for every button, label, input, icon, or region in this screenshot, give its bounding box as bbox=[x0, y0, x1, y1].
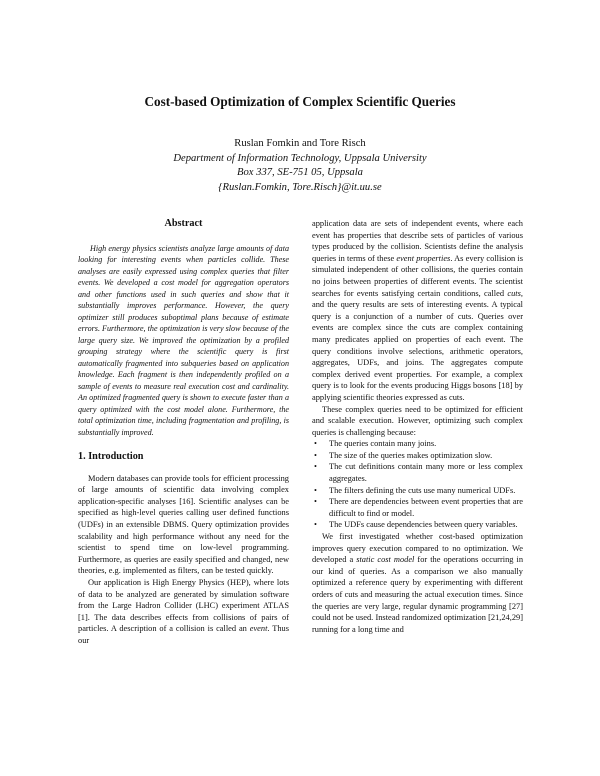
intro-paragraph-1: Modern databases can provide tools for efficient processing of large amounts of scientific data involving complex application-specific analyses [16]. Scientific analyses can be specified as high-level queries calling user defined functions (UDFs) in an extensible DBMS. Query optimization provides scalability and high performance without any need for the scientist to spend time on low-level programming. Furthermore, as queries are easily specified and changed, new theories, e.g. implemented as filters, can be tested quickly. bbox=[78, 473, 289, 576]
rp1-a: application data are sets of independent events, where each event has properties that describe sets of particles of various types produced by the collision. Scientists define the analysis queries in terms of these bbox=[312, 219, 523, 263]
list-item: • The filters defining the cuts use many numerical UDFs. bbox=[312, 485, 523, 497]
rp3-b: for the operations occurring in our kind of queries. As a comparison we also manually optimized a reference query by experimenting with different orders of cuts and measuring the actual execution times. Since the queries are very large, regular dynamic programming [27] could not be used. Instead randomized optimization [21,24,29] running for a long time and bbox=[312, 555, 524, 634]
right-paragraph-1 bbox=[312, 218, 523, 404]
address: Box 337, SE-751 05, Uppsala bbox=[237, 167, 363, 178]
abstract-text: High energy physics scientists analyze large amounts of data looking for interesting events when particles collide. These analyses are easily expressed using complex queries that filter events. We developed a cost model for aggregation operators and other functions used in such queries and show that it substantially improves performance. However, the query optimizer still produces suboptimal plans because of estimate errors. Furthermore, the optimization is very slow because of the large query size. We improved the optimization by a profiled grouping strategy where the scientific query is first automatically fragmented into subqueries based on application knowledge. Each fragment is then independently profiled on a sample of events to measure real execution cost and cardinality. An optimized fragmented query is shown to execute faster than a query optimized with the cost model alone. Furthermore, the total optimization time, including fragmentation and profiling, is substantially improved. bbox=[78, 243, 289, 437]
list-item: • There are dependencies between event properties that are difficult to find or model. bbox=[312, 496, 523, 519]
rp1-c: , and the query results are sets of interesting events. A typical query is a conjunction of a number of cuts. Queries over events are complex since the cuts are complex containing many predicates applied on properties of each event. The query conditions involve selections, arithmetic operators, aggregates, UDFs, and joins. The aggregates compute complex derived event properties. For example, a complex query is to look for the events producing Higgs bosons [18] by applying scientific theories expressed as cuts. bbox=[312, 288, 523, 402]
right-paragraph-2: These complex queries need to be optimized for efficient and scalable execution. However, optimizing such complex queries is challenging because: bbox=[312, 404, 523, 437]
right-paragraph-3 bbox=[312, 531, 523, 635]
intro-p2-start: Our application is High Energy Physics (HEP), where lots of data to be analyzed are generated by simulation software from the Large Hadron Collider (LHC) experiment ATLAS [1]. The data describes effects from collisions of pairs of particles. A description of a collision is called an bbox=[78, 578, 289, 634]
list-item: • The size of the queries makes optimization slow. bbox=[312, 450, 523, 462]
list-item: • The UDFs cause dependencies between query variables. bbox=[312, 519, 523, 531]
intro-p2-emphasis: event bbox=[249, 624, 268, 634]
rp1-em-event-properties: event properties bbox=[396, 253, 451, 263]
rp3-a: We first investigated whether cost-based optimization improves query execution compared to no optimization. We developed a bbox=[312, 532, 523, 565]
intro-p2-end: . Thus our bbox=[78, 624, 289, 645]
author-names: Ruslan Fomkin and Tore Risch bbox=[234, 138, 366, 149]
email: {Ruslan.Fomkin, Tore.Risch}@it.uu.se bbox=[218, 181, 382, 193]
rp1-b: . As every collision is simulated independent of other collisions, the queries contain no joins between properties of different events. The scientist searches for events satisfying certain conditions, called bbox=[312, 253, 523, 298]
right-column bbox=[312, 218, 523, 635]
intro-paragraph-2 bbox=[78, 577, 289, 647]
affiliation: Department of Information Technology, Uppsala University bbox=[173, 152, 427, 164]
author-block bbox=[0, 137, 600, 195]
left-column bbox=[78, 218, 289, 647]
list-item: • The cut definitions contain many more or less complex aggregates. bbox=[312, 461, 523, 484]
rp3-em-static-cost-model: static cost model bbox=[356, 555, 415, 565]
paper-title: Cost-based Optimization of Complex Scientific Queries bbox=[144, 94, 456, 109]
list-item: • The queries contain many joins. bbox=[312, 438, 523, 450]
challenge-list bbox=[312, 438, 523, 531]
section-heading-introduction: 1. Introduction bbox=[78, 451, 144, 463]
rp1-em-cuts: cuts bbox=[507, 288, 521, 298]
abstract-heading: Abstract bbox=[164, 218, 203, 229]
